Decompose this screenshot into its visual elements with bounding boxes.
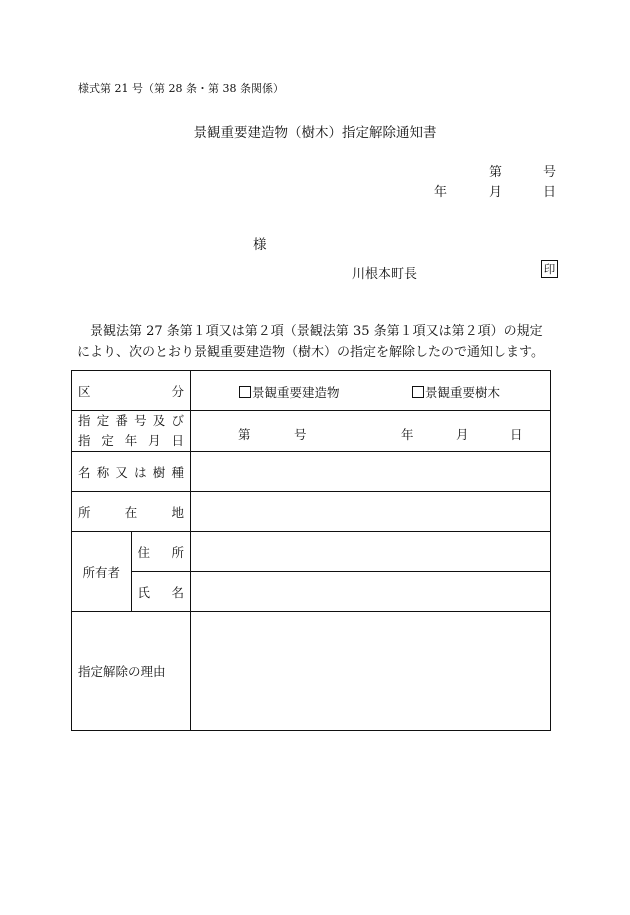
location-label: 所在地 bbox=[72, 492, 191, 532]
issuer-name: 川根本町長 bbox=[352, 267, 418, 282]
doc-date-year: 年 bbox=[434, 185, 448, 200]
row-name-species bbox=[72, 452, 551, 492]
document-title: 景観重要建造物（樹木）指定解除通知書 bbox=[193, 125, 437, 141]
notice-form-table bbox=[71, 370, 551, 731]
reason-value[interactable] bbox=[191, 612, 551, 731]
owner-name-value[interactable] bbox=[191, 572, 551, 612]
row-category bbox=[72, 371, 551, 411]
option-tree[interactable] bbox=[412, 383, 500, 401]
seal-mark: 印 bbox=[541, 260, 558, 278]
category-value bbox=[191, 371, 551, 411]
option-building-label: 景観重要建造物 bbox=[252, 385, 340, 400]
notice-line-2: により、次のとおり景観重要建造物（樹木）の指定を解除したので通知します。 bbox=[77, 345, 544, 360]
designation-dai: 第 bbox=[238, 427, 251, 442]
location-value[interactable] bbox=[191, 492, 551, 532]
owner-name-label: 氏名 bbox=[131, 572, 191, 612]
option-building[interactable] bbox=[239, 383, 340, 401]
row-designation bbox=[72, 411, 551, 452]
designation-label-line1: 指定番号及び bbox=[78, 413, 184, 428]
designation-month: 月 bbox=[456, 427, 469, 442]
category-label: 区分 bbox=[72, 371, 191, 411]
option-tree-label: 景観重要樹木 bbox=[425, 385, 501, 400]
doc-number-dai: 第 bbox=[489, 165, 503, 180]
reason-label: 指定解除の理由 bbox=[72, 612, 191, 731]
designation-go: 号 bbox=[294, 427, 307, 442]
owner-address-value[interactable] bbox=[191, 532, 551, 572]
checkbox-building-icon[interactable] bbox=[239, 386, 251, 398]
doc-number-go: 号 bbox=[543, 165, 557, 180]
name-species-value[interactable] bbox=[191, 452, 551, 492]
notice-body bbox=[77, 321, 559, 363]
form-number: 様式第 21 号（第 28 条・第 38 条関係） bbox=[78, 82, 284, 95]
row-location bbox=[72, 492, 551, 532]
designation-day: 日 bbox=[510, 427, 523, 442]
row-owner-address bbox=[72, 532, 551, 572]
owner-address-label: 住所 bbox=[131, 532, 191, 572]
addressee-honorific: 様 bbox=[253, 237, 267, 253]
doc-date-day: 日 bbox=[543, 185, 557, 200]
owner-label: 所有者 bbox=[72, 532, 132, 612]
checkbox-tree-icon[interactable] bbox=[412, 386, 424, 398]
notice-line-1: 景観法第 27 条第１項又は第２項（景観法第 35 条第１項又は第２項）の規定 bbox=[90, 324, 543, 339]
row-owner-name bbox=[72, 572, 551, 612]
row-reason bbox=[72, 612, 551, 731]
designation-value bbox=[191, 411, 551, 452]
doc-date-month: 月 bbox=[489, 185, 503, 200]
designation-year: 年 bbox=[401, 427, 414, 442]
designation-label bbox=[72, 411, 191, 452]
designation-label-line2: 指定年月日 bbox=[78, 433, 184, 448]
name-species-label: 名称又は樹種 bbox=[72, 452, 191, 492]
